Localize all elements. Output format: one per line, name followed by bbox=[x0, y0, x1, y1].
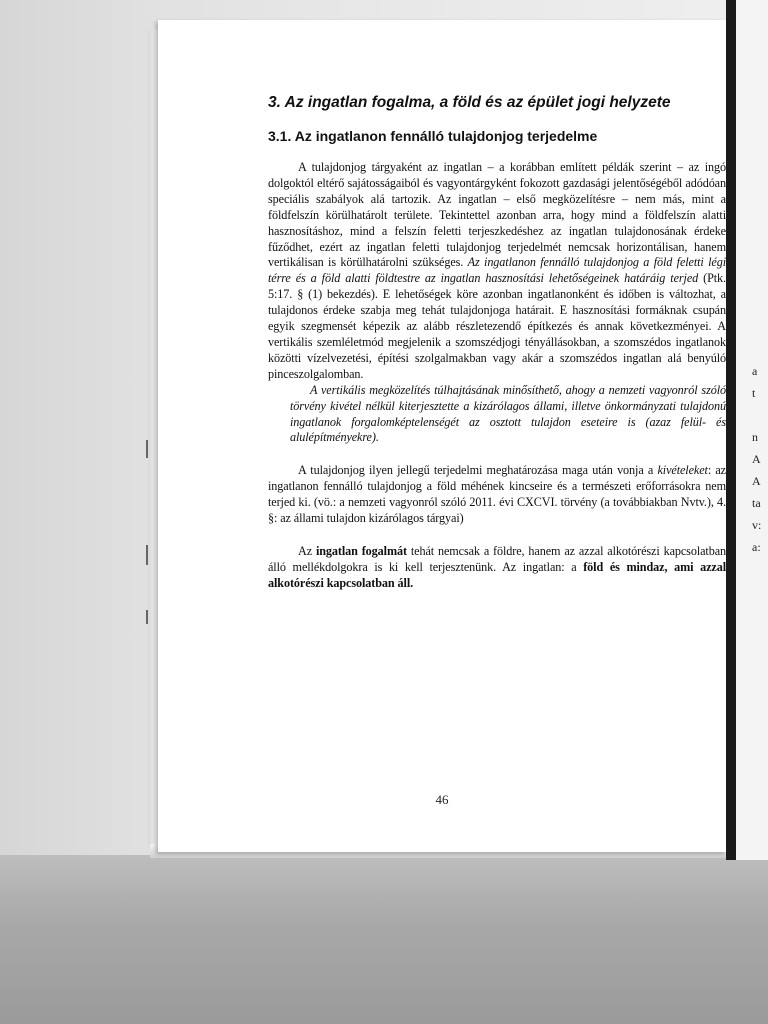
book-page bbox=[158, 20, 726, 852]
paragraph-3-bold-term: ingatlan fogalmát bbox=[315, 543, 407, 558]
paragraph-2-italic: kivételeket bbox=[657, 463, 708, 478]
margin-mark bbox=[146, 545, 148, 565]
adjacent-letter: a: bbox=[752, 540, 761, 554]
adjacent-letter: ta bbox=[752, 496, 761, 510]
paragraph-2-text-end: : az ingatlanon fennálló tulajdonjog a föld méhének kincseire és a természeti erőforrásokra nem terjed ki. (vö.: a nemzeti vagyonról szóló 2011. évi CXCVI. törvény (a továbbiakban Nvtv.), 4. §: az állami tulajdon kizárólagos tárgyai) bbox=[268, 463, 726, 526]
margin-mark bbox=[146, 610, 148, 624]
adjacent-letter: A bbox=[752, 452, 761, 466]
page-content bbox=[268, 92, 726, 592]
subsection-heading: 3.1. Az ingatlanon fennálló tulajdonjog terjedelme bbox=[268, 128, 598, 144]
adjacent-letter: a bbox=[752, 364, 758, 378]
paragraph-2-text: A tulajdonjog ilyen jellegű terjedelmi meghatározása maga után vonja a bbox=[298, 463, 658, 478]
adjacent-letter: v: bbox=[752, 518, 762, 532]
page-number: 46 bbox=[435, 792, 449, 807]
paragraph-1-text: A tulajdonjog tárgyaként az ingatlan – a korábban említett példák szerint – az ingó dolgoktól eltérő sajátosságaiból és vagyontárgyként fokozott gazdasági jelentőségéből adódóan speciális szabályok alá tartozik. Az ingatlan – első megközelítésre – nem más, mint a földfelszín körülhatárolt területe. Tekintettel azonban arra, hogy mind a földfelszín alatti hasznosításhoz, mind a felszín feletti terjeszkedéshez az ingatlan tulajdonosának érdeke fűződhet, ezért az ingatlan feletti tulajdonjog terjedelmét nemcsak horizontálisan, hanem vertikálisan is körülhatárolni szükséges. bbox=[268, 160, 726, 270]
page-binding-shadow bbox=[726, 0, 736, 860]
adjacent-letter: t bbox=[752, 386, 756, 400]
background-left bbox=[0, 0, 170, 860]
paragraph-1-text-end: (Ptk. 5:17. § (1) bekezdés). E lehetőségek köre azonban ingatlanonként és időben is változhat, a tulajdonos érdeke szabja meg tehát tulajdonjoga határait. E hasznosítási formáknak csupán egyik szegmensét képezik az alább részletezendő építkezés és annak következményei. A vertikális szemléletmód megjelenik a szomszédjogi tényállásokban, a szomszédos ingatlanok közötti vízelvezetési, építési szolgalmakban vagy akár a szomszédos ingatlan alá benyúló pinceszolgalomban. bbox=[268, 271, 727, 381]
paragraph-3 bbox=[268, 544, 726, 592]
adjacent-page-text bbox=[752, 360, 768, 558]
paragraph-3-text: Az bbox=[298, 543, 316, 558]
adjacent-letter: n bbox=[752, 430, 758, 444]
paragraph-3-text-mid: tehát nemcsak a földre, hanem az azzal alkotórészi kapcsolatban álló mellékdolgokra is ki kell terjesztenünk. Az ingatlan: a bbox=[268, 543, 726, 574]
paragraph-3-bold-definition: föld és mindaz, ami azzal alkotórészi kapcsolatban áll. bbox=[268, 559, 726, 590]
paragraph-1 bbox=[268, 160, 726, 383]
paragraph-1-italic: Az ingatlanon fennálló tulajdonjog a föld feletti légi térre és a föld alatti földtestre az ingatlan hasznosítási lehetőségeinek határáig terjed bbox=[268, 255, 726, 286]
paragraph-2 bbox=[268, 463, 726, 527]
adjacent-letter: A bbox=[752, 474, 761, 488]
background-bottom bbox=[0, 855, 768, 1024]
margin-mark bbox=[146, 440, 148, 458]
quote-paragraph: A vertikális megközelítés túlhajtásának minősíthető, ahogy a nemzeti vagyonról szóló törvény kivétel nélkül kiterjesztette a kizárólagos állami, illetve önkormányzati tulajdonú ingatlanok forgalomképtelenségét az osztott tulajdon eseteire is (azaz felül- és alulépítményekre). bbox=[290, 382, 726, 445]
section-heading: 3. Az ingatlan fogalma, a föld és az épület jogi helyzete bbox=[268, 94, 671, 111]
